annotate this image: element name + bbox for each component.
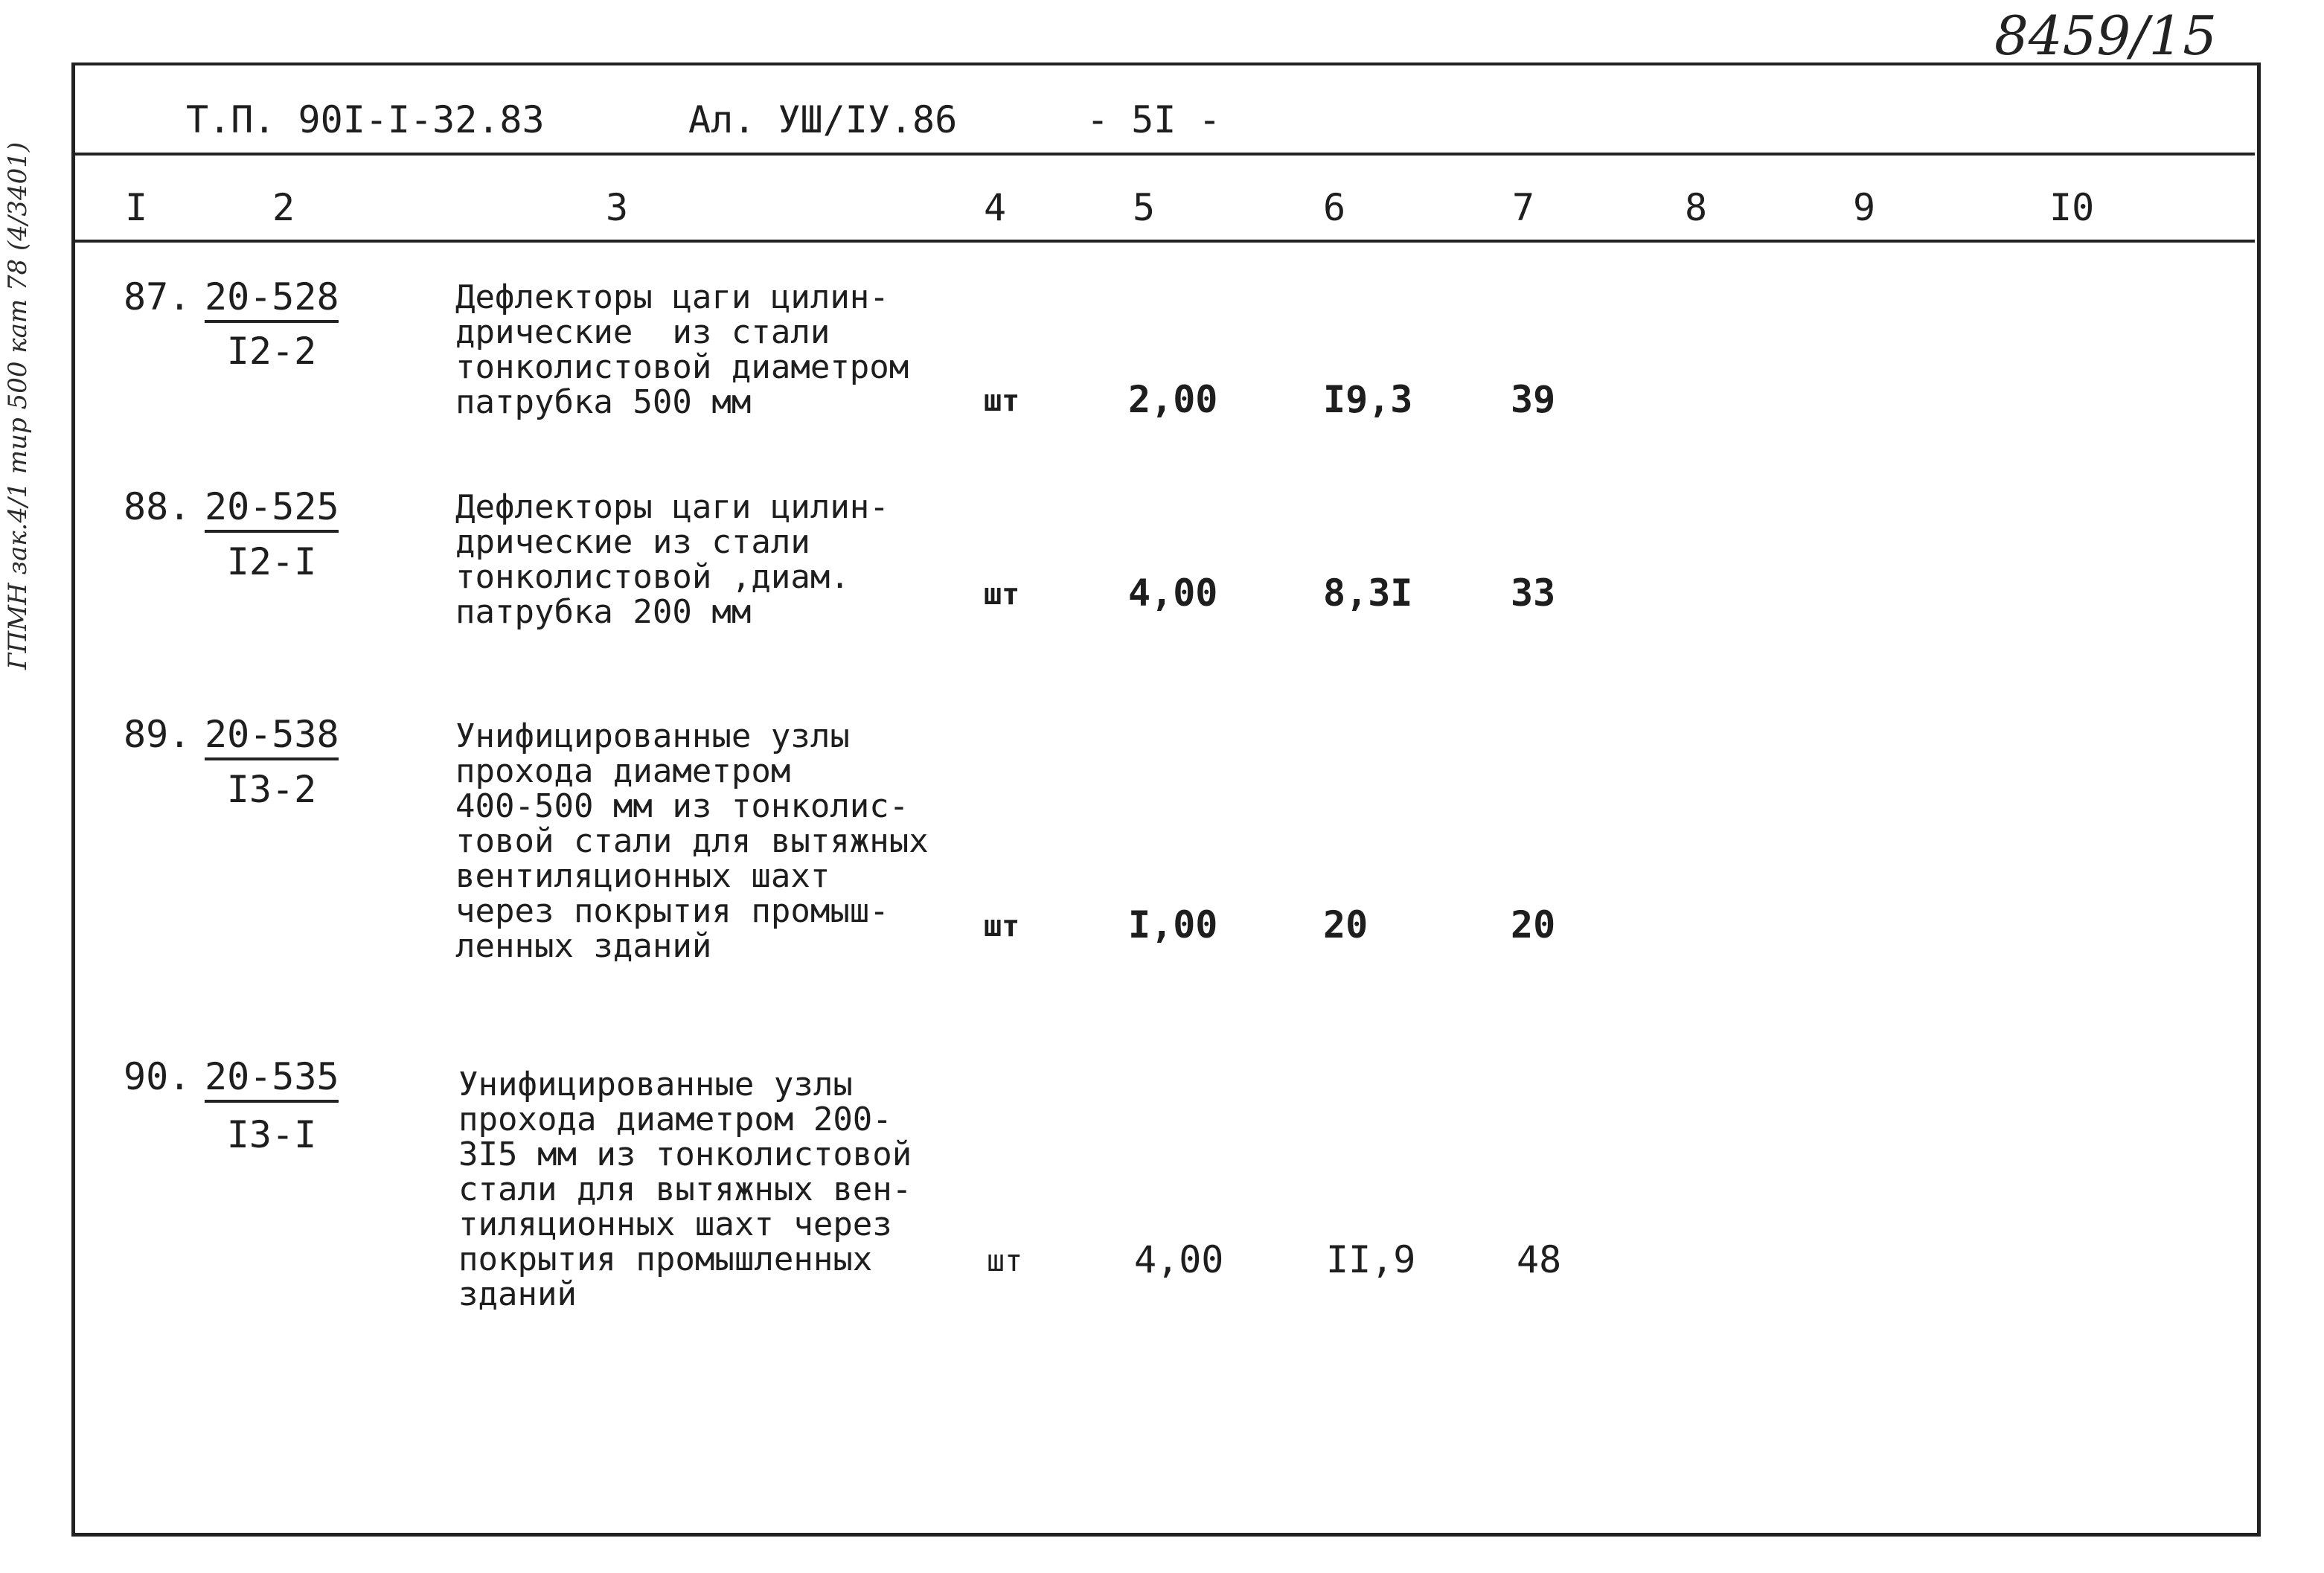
rate-table: I3-2 [226,768,317,811]
unit-price: 20 [1323,903,1369,946]
total: 39 [1511,378,1556,421]
item-description: Дефлекторы цаги цилин- дрические из стали тонколистовой диаметром патрубка 500 мм [455,278,909,421]
col-header-1: I [125,186,148,229]
row-number: 88. [124,485,191,528]
unit: шт [987,1244,1023,1278]
album-code: Ал. УШ/IУ.86 [688,98,958,141]
col-header-4: 4 [984,186,1007,229]
side-note: ГПМН зак.4/1 тир 500 кат 78 (4/3401) [3,141,33,670]
unit-price: 8,3I [1323,571,1413,615]
item-description: Дефлекторы цаги цилин- дрические из стали тонколистовой ,диам. патрубка 200 мм [455,488,889,631]
quantity: 4,00 [1128,571,1218,615]
row-number: 87. [124,275,191,318]
col-header-10: I0 [2049,186,2095,229]
unit-price: I9,3 [1323,378,1413,421]
item-description: Унифицированные узлы прохода диаметром 400-500 мм из тонколис- товой стали для вытяжных вентиляционных шахт через покрытия промыш- ленных зданий [455,717,929,965]
total: 20 [1511,903,1556,946]
row-number: 89. [124,713,191,756]
rate-code: 20-525 [205,485,339,533]
page-number: - 5I - [1086,98,1221,141]
rate-code: 20-535 [205,1055,339,1103]
col-header-6: 6 [1323,186,1346,229]
rate-table: I3-I [226,1113,317,1156]
rate-code: 20-528 [205,275,339,323]
col-header-9: 9 [1853,186,1876,229]
header-divider [74,153,2255,156]
quantity: 4,00 [1134,1238,1224,1281]
unit-price: II,9 [1326,1238,1416,1281]
rate-table: I2-2 [226,330,317,373]
quantity: 2,00 [1128,378,1218,421]
archive-stamp: 8459/15 [1994,4,2218,67]
rate-table: I2-I [226,540,317,583]
quantity: I,00 [1128,903,1218,946]
total: 48 [1517,1238,1562,1281]
col-header-5: 5 [1133,186,1156,229]
col-header-2: 2 [272,186,295,229]
col-header-3: 3 [606,186,629,229]
col-header-7: 7 [1512,186,1535,229]
column-header-divider [74,240,2255,243]
row-number: 90. [124,1055,191,1098]
unit: шт [984,909,1020,944]
col-header-8: 8 [1685,186,1708,229]
project-code: Т.П. 90I-I-32.83 [186,98,545,141]
item-description: Унифицированные узлы прохода диаметром 200- 3I5 мм из тонколистовой стали для вытяжных вен- тиляционных шахт через покрытия промышленных зданий [458,1066,912,1313]
unit: шт [984,384,1020,418]
table-frame [71,63,2261,1537]
rate-code: 20-538 [205,713,339,760]
total: 33 [1511,571,1556,615]
unit: шт [984,577,1020,612]
